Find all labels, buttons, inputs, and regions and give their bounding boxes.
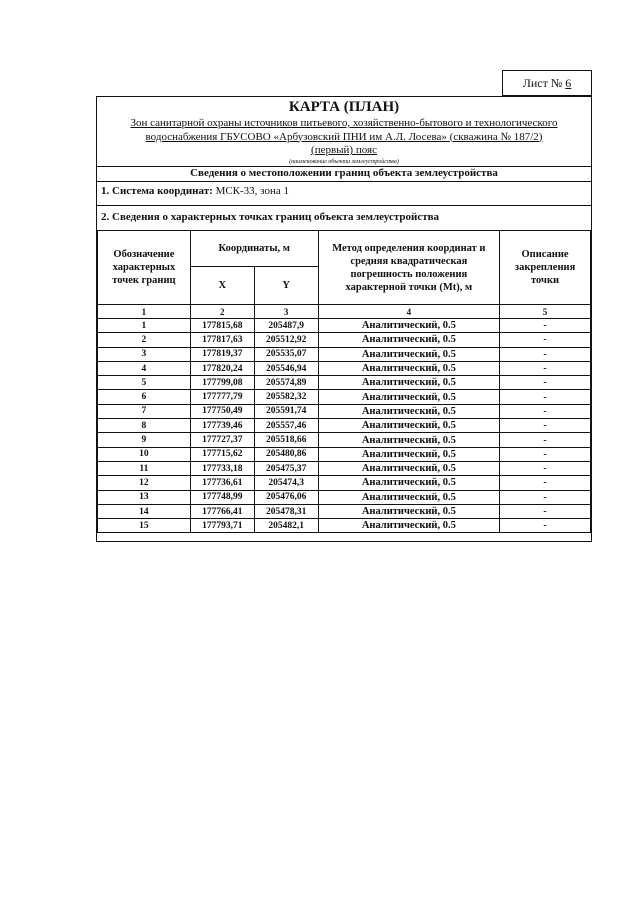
cell-y: 205487,9 <box>254 319 318 333</box>
table-row <box>98 504 591 518</box>
table-row <box>98 333 591 347</box>
col-number: 3 <box>254 305 318 319</box>
sheet-number-box <box>502 70 592 96</box>
cell-y: 205480,86 <box>254 447 318 461</box>
table-row <box>98 361 591 375</box>
table-row <box>98 433 591 447</box>
cell-method: Аналитический, 0.5 <box>318 361 500 375</box>
cell-y: 205546,94 <box>254 361 318 375</box>
cell-y: 205474,3 <box>254 476 318 490</box>
subtitle-line-1: Зон санитарной охраны источников питьевого, хозяйственно-бытового и технологического <box>130 117 558 129</box>
cell-point: 8 <box>98 419 191 433</box>
col-number: 2 <box>190 305 254 319</box>
cell-y: 205478,31 <box>254 504 318 518</box>
table-row <box>98 461 591 475</box>
cell-desc: - <box>500 433 591 447</box>
cell-method: Аналитический, 0.5 <box>318 319 500 333</box>
cell-x: 177736,61 <box>190 476 254 490</box>
header-point: Обозначение характерных точек границ <box>98 231 191 305</box>
cell-method: Аналитический, 0.5 <box>318 376 500 390</box>
cell-x: 177799,08 <box>190 376 254 390</box>
cell-y: 205557,46 <box>254 419 318 433</box>
object-caption: (наименование объекта землеустройства) <box>289 159 399 165</box>
cell-point: 6 <box>98 390 191 404</box>
cell-x: 177766,41 <box>190 504 254 518</box>
sheet-label: Лист № <box>522 75 563 90</box>
cell-point: 13 <box>98 490 191 504</box>
col-number: 5 <box>500 305 591 319</box>
cell-x: 177817,63 <box>190 333 254 347</box>
divider <box>97 205 591 206</box>
cell-point: 15 <box>98 519 191 533</box>
cell-point: 4 <box>98 361 191 375</box>
cell-method: Аналитический, 0.5 <box>318 347 500 361</box>
cell-method: Аналитический, 0.5 <box>318 461 500 475</box>
cell-y: 205535,07 <box>254 347 318 361</box>
cell-desc: - <box>500 319 591 333</box>
cell-desc: - <box>500 404 591 418</box>
subtitle-line-3: (первый) пояс <box>311 144 377 156</box>
cell-y: 205518,66 <box>254 433 318 447</box>
points-section-title: 2. Сведения о характерных точках границ объекта землеустройства <box>101 211 440 223</box>
cell-x: 177820,24 <box>190 361 254 375</box>
cell-desc: - <box>500 390 591 404</box>
table-row <box>98 490 591 504</box>
cell-method: Аналитический, 0.5 <box>318 433 500 447</box>
table-row <box>98 447 591 461</box>
cell-y: 205574,89 <box>254 376 318 390</box>
cell-desc: - <box>500 490 591 504</box>
cell-x: 177777,79 <box>190 390 254 404</box>
points-table <box>97 230 591 533</box>
cell-desc: - <box>500 419 591 433</box>
cell-desc: - <box>500 461 591 475</box>
document-frame <box>96 96 592 542</box>
col-number: 1 <box>98 305 191 319</box>
table-row <box>98 519 591 533</box>
cell-desc: - <box>500 504 591 518</box>
cell-method: Аналитический, 0.5 <box>318 419 500 433</box>
cell-y: 205476,06 <box>254 490 318 504</box>
cell-method: Аналитический, 0.5 <box>318 504 500 518</box>
cell-x: 177727,37 <box>190 433 254 447</box>
page-subtitle <box>101 117 587 158</box>
sheet-number: 6 <box>565 75 572 90</box>
cell-method: Аналитический, 0.5 <box>318 490 500 504</box>
col-number: 4 <box>318 305 500 319</box>
cell-point: 10 <box>98 447 191 461</box>
cell-x: 177815,68 <box>190 319 254 333</box>
header-x: X <box>190 267 254 305</box>
cell-point: 14 <box>98 504 191 518</box>
header-y: Y <box>254 267 318 305</box>
page-title: КАРТА (ПЛАН) <box>288 99 400 115</box>
table-row <box>98 376 591 390</box>
cell-y: 205475,37 <box>254 461 318 475</box>
section-title: Сведения о местоположении границ объекта землеустройства <box>190 167 498 179</box>
cell-y: 205591,74 <box>254 404 318 418</box>
cell-desc: - <box>500 361 591 375</box>
cell-point: 11 <box>98 461 191 475</box>
cell-y: 205512,92 <box>254 333 318 347</box>
cell-point: 2 <box>98 333 191 347</box>
cell-desc: - <box>500 476 591 490</box>
cell-desc: - <box>500 333 591 347</box>
cell-x: 177733,18 <box>190 461 254 475</box>
cell-desc: - <box>500 519 591 533</box>
cell-x: 177739,46 <box>190 419 254 433</box>
header-coords: Координаты, м <box>190 231 318 267</box>
cell-y: 205582,32 <box>254 390 318 404</box>
cell-desc: - <box>500 347 591 361</box>
header-desc: Описание закрепления точки <box>500 231 591 305</box>
header-method: Метод определения координат и средняя квадратическая погрешность положения характерной точки (Mt), м <box>318 231 500 305</box>
cell-method: Аналитический, 0.5 <box>318 476 500 490</box>
coord-system-label: 1. Система координат: <box>101 185 213 197</box>
cell-x: 177819,37 <box>190 347 254 361</box>
cell-point: 5 <box>98 376 191 390</box>
cell-y: 205482,1 <box>254 519 318 533</box>
table-row <box>98 476 591 490</box>
table-row <box>98 390 591 404</box>
cell-point: 12 <box>98 476 191 490</box>
cell-method: Аналитический, 0.5 <box>318 519 500 533</box>
subtitle-line-2: водоснабжения ГБУСОВО «Арбузовский ПНИ им А.Л. Лосева» (скважина № 187/2) <box>145 130 543 143</box>
cell-point: 1 <box>98 319 191 333</box>
coord-system-value: МСК-33, зона 1 <box>215 185 289 197</box>
table-row <box>98 319 591 333</box>
cell-point: 3 <box>98 347 191 361</box>
cell-point: 7 <box>98 404 191 418</box>
cell-desc: - <box>500 447 591 461</box>
cell-x: 177750,49 <box>190 404 254 418</box>
cell-x: 177715,62 <box>190 447 254 461</box>
coord-system <box>101 185 289 197</box>
cell-method: Аналитический, 0.5 <box>318 404 500 418</box>
table-row <box>98 419 591 433</box>
cell-desc: - <box>500 376 591 390</box>
divider <box>97 181 591 182</box>
cell-x: 177793,71 <box>190 519 254 533</box>
table-row <box>98 347 591 361</box>
table-row <box>98 404 591 418</box>
cell-method: Аналитический, 0.5 <box>318 333 500 347</box>
cell-method: Аналитический, 0.5 <box>318 447 500 461</box>
cell-method: Аналитический, 0.5 <box>318 390 500 404</box>
cell-x: 177748,99 <box>190 490 254 504</box>
cell-point: 9 <box>98 433 191 447</box>
